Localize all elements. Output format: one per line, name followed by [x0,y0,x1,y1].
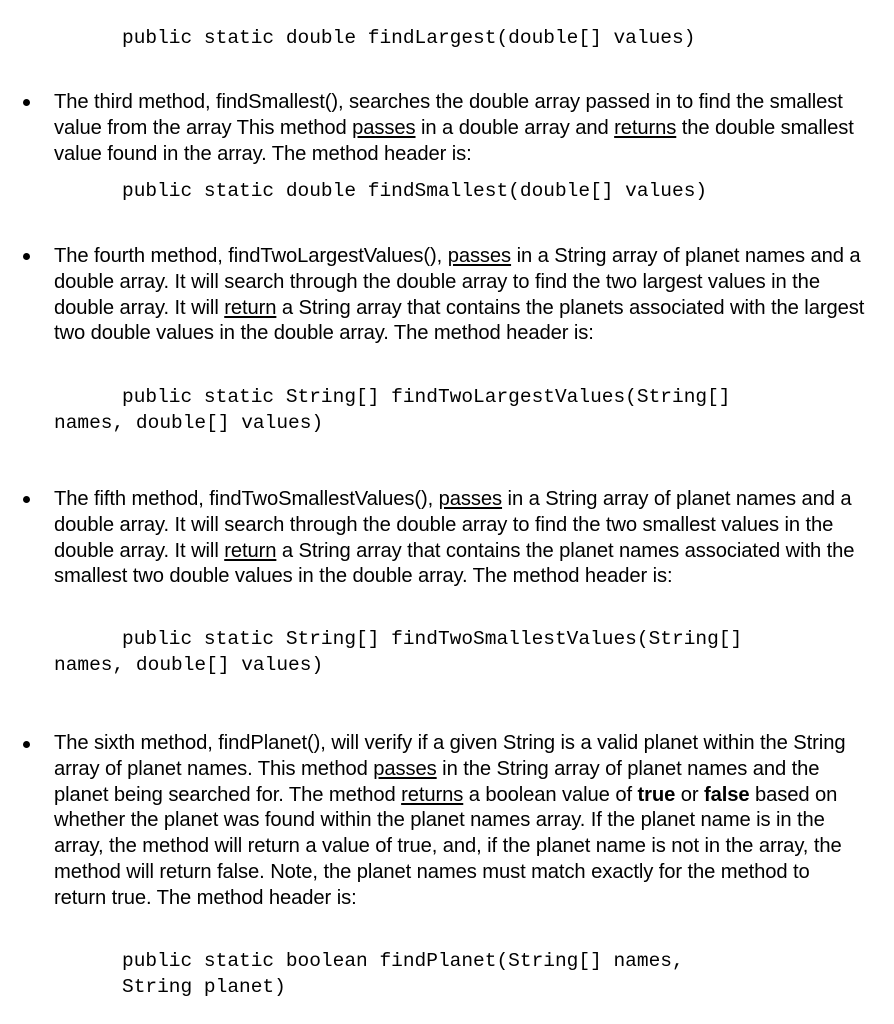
paragraph-find-two-smallest [54,487,884,590]
underlined-term: passes [352,116,416,139]
paragraph-find-smallest [54,90,874,167]
bullet-dot-icon [23,99,30,106]
text-run: a String array that contains the planet names associated with the smallest two double values in the double array. The method header is: [54,539,855,588]
code-find-smallest-header: public static double findSmallest(double[] values) [122,180,708,202]
text-run: The fourth method, findTwoLargestValues(), [54,245,448,267]
bullet-dot-icon [23,741,30,748]
underlined-term: return [224,296,277,319]
text-run: in a double array and [415,116,615,139]
text-run: a String array that contains the planets associated with the largest two double values in the double array. The method header is: [54,296,865,345]
bullet-dot-icon [23,496,30,503]
underlined-term: returns [401,783,464,806]
text-run: the double smallest value found in the array. The method header is: [54,116,854,165]
paragraph-find-two-largest [54,244,866,347]
bold-term: true [637,783,676,806]
code-find-two-largest-header: public static String[] findTwoLargestValues(String[] names, double[] values) [54,386,731,434]
code-find-largest-header: public static double findLargest(double[] values) [122,27,696,49]
underlined-term: passes [447,245,512,267]
text-run: in the String array of planet names and the planet being searched for. The method [54,757,820,806]
text-run: The sixth method, findPlanet(), will verify if a given String is a valid planet within the String array of planet names. This method [54,732,846,780]
text-run: based on whether the planet was found within the planet names array. If the planet name is in the array, the method will return a value of true, and, if the planet name is not in the array, the method will return false. Note, the planet names must match exactly for the method to return true. The method header is: [54,783,842,909]
underlined-term: return [224,539,277,562]
code-find-planet-header: public static boolean findPlanet(String[] names, String planet) [122,950,684,998]
paragraph-find-planet [54,731,866,912]
text-run: The fifth method, findTwoSmallestValues(), [54,488,439,510]
code-find-two-smallest-header: public static String[] findTwoSmallestValues(String[] names, double[] values) [54,628,743,676]
text-run: in a String array of planet names and a double array. It will search through the double array to find the two largest values in the double array. It will [54,245,861,319]
bullet-dot-icon [23,253,30,260]
underlined-term: returns [614,116,677,139]
text-run: in a String array of planet names and a double array. It will search through the double array to find the two smallest values in the double array. It will [54,488,852,562]
text-run: a boolean value of [463,783,638,806]
text-run: The third method, findSmallest(), searches the double array passed in to find the smallest value from the array This method [54,91,843,139]
text-run: or [675,783,704,806]
underlined-term: passes [373,757,437,780]
bold-term: false [704,783,750,806]
underlined-term: passes [438,488,503,510]
